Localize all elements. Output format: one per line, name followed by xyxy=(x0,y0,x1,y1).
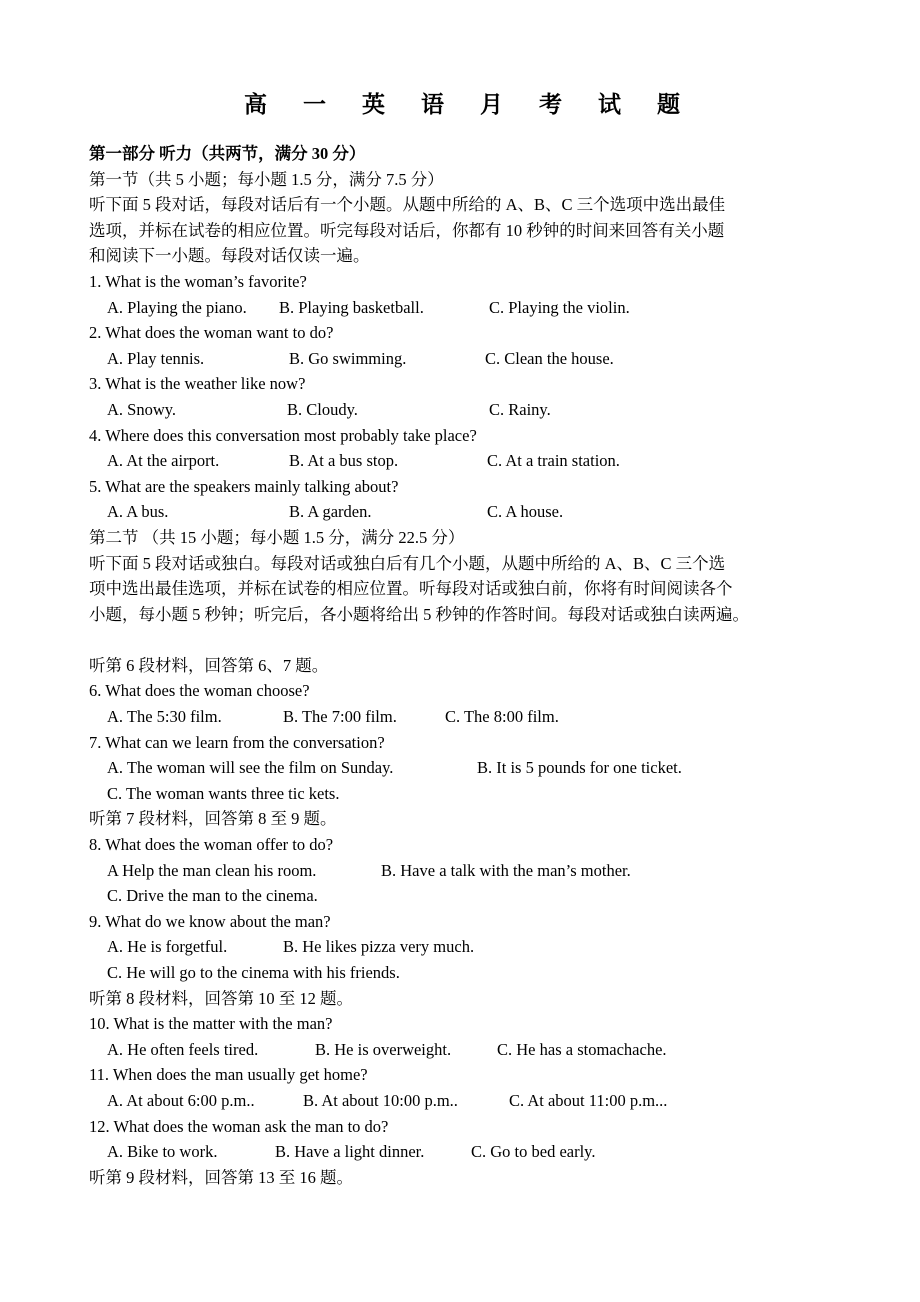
option-c: C. Drive the man to the cinema. xyxy=(107,886,318,906)
question-stem: 2. What does the woman want to do? xyxy=(89,323,334,343)
option-c: C. The woman wants three tic kets. xyxy=(107,783,340,803)
question-stem: 3. What is the weather like now? xyxy=(89,374,306,394)
question-options xyxy=(89,346,849,372)
material-6-heading: 听第 6 段材料，回答第 6、7 题。 xyxy=(89,655,329,675)
exam-body xyxy=(89,141,849,1190)
option-a: A. Playing the piano. xyxy=(107,297,247,317)
section1-instruction-line: 选项，并标在试卷的相应位置。听完每段对话后，你都有 10 秒钟的时间来回答有关小题 xyxy=(89,220,725,240)
question-stem: 1. What is the woman’s favorite? xyxy=(89,271,307,291)
option-b: B. A garden. xyxy=(289,502,372,522)
option-c: C. At about 11:00 p.m... xyxy=(509,1090,668,1110)
question-stem: 10. What is the matter with the man? xyxy=(89,1014,333,1034)
option-c: C. At a train station. xyxy=(487,451,620,471)
option-c: C. Rainy. xyxy=(489,399,551,419)
section2-instruction-line: 听下面 5 段对话或独白。每段对话或独白后有几个小题，从题中所给的 A、B、C 三个选 xyxy=(89,553,726,573)
option-a: A. He often feels tired. xyxy=(107,1039,259,1059)
question-stem: 5. What are the speakers mainly talking about? xyxy=(89,476,399,496)
option-b: B. At a bus stop. xyxy=(289,451,399,471)
option-a: A. A bus. xyxy=(107,502,169,522)
section1-instruction-line: 和阅读下一小题。每段对话仅读一遍。 xyxy=(89,246,370,266)
option-c: C. Playing the violin. xyxy=(489,297,630,317)
section1-instruction-line: 听下面 5 段对话，每段对话后有一个小题。从题中所给的 A、B、C 三个选项中选出最佳 xyxy=(89,195,726,215)
option-c: C. He will go to the cinema with his friends. xyxy=(107,963,400,982)
question-options xyxy=(89,448,849,474)
section2-instruction-line: 项中选出最佳选项，并标在试卷的相应位置。听每段对话或独白前，你将有时间阅读各个 xyxy=(89,579,733,599)
option-a: A. The woman will see the film on Sunday. xyxy=(107,758,394,778)
question-options xyxy=(89,934,849,960)
spacer xyxy=(89,627,849,653)
exam-title: 高 一 英 语 月 考 试 题 xyxy=(243,91,695,118)
section2-instruction-line: 小题，每小题 5 秒钟；听完后，各小题将给出 5 秒钟的作答时间。每段对话或独白读两遍。 xyxy=(89,604,749,624)
option-a: A Help the man clean his room. xyxy=(107,860,317,880)
option-b: B. The 7:00 film. xyxy=(283,707,397,727)
option-a: A. Play tennis. xyxy=(107,348,205,368)
option-a: A. He is forgetful. xyxy=(107,937,228,957)
option-a: A. Snowy. xyxy=(107,399,177,419)
option-c: C. A house. xyxy=(487,502,564,522)
option-a: A. At the airport. xyxy=(107,451,220,471)
option-c: C. Go to bed early. xyxy=(471,1142,596,1162)
option-b: B. Playing basketball. xyxy=(279,297,424,317)
question-options xyxy=(89,960,849,986)
option-a: A. At about 6:00 p.m.. xyxy=(107,1090,255,1110)
option-b: B. At about 10:00 p.m.. xyxy=(303,1090,458,1110)
question-options xyxy=(89,781,849,807)
question-options xyxy=(89,1088,849,1114)
option-b: B. Have a talk with the man’s mother. xyxy=(381,860,631,880)
section2-heading: 第二节 （共 15 小题；每小题 1.5 分，满分 22.5 分） xyxy=(89,527,465,547)
question-options xyxy=(89,883,849,909)
option-a: A. The 5:30 film. xyxy=(107,707,222,727)
question-options xyxy=(89,1139,849,1165)
option-c: C. Clean the house. xyxy=(485,348,614,368)
option-c: C. The 8:00 film. xyxy=(445,707,559,727)
material-8-heading: 听第 8 段材料，回答第 10 至 12 题。 xyxy=(89,988,353,1008)
question-options xyxy=(89,295,849,321)
question-stem: 8. What does the woman offer to do? xyxy=(89,835,334,855)
question-options xyxy=(89,858,849,884)
section1-heading: 第一节（共 5 小题；每小题 1.5 分，满分 7.5 分） xyxy=(89,169,444,189)
question-stem: 7. What can we learn from the conversation? xyxy=(89,732,385,752)
question-stem: 12. What does the woman ask the man to do? xyxy=(89,1116,389,1136)
option-b: B. Go swimming. xyxy=(289,348,407,368)
option-c: C. He has a stomachache. xyxy=(497,1039,667,1059)
question-options xyxy=(89,755,849,781)
question-options xyxy=(89,499,849,525)
question-options xyxy=(89,397,849,423)
part1-heading: 第一部分 听力（共两节，满分 30 分） xyxy=(89,144,366,163)
option-a: A. Bike to work. xyxy=(107,1142,218,1162)
question-stem: 11. When does the man usually get home? xyxy=(89,1065,368,1085)
question-stem: 6. What does the woman choose? xyxy=(89,681,310,701)
option-b: B. He is overweight. xyxy=(315,1039,452,1059)
option-b: B. He likes pizza very much. xyxy=(283,937,475,957)
question-stem: 4. Where does this conversation most probably take place? xyxy=(89,425,477,445)
option-b: B. Cloudy. xyxy=(287,399,358,419)
option-b: B. Have a light dinner. xyxy=(275,1142,425,1162)
option-b: B. It is 5 pounds for one ticket. xyxy=(477,758,682,778)
material-9-heading: 听第 9 段材料，回答第 13 至 16 题。 xyxy=(89,1167,353,1187)
question-stem: 9. What do we know about the man? xyxy=(89,911,331,931)
question-options xyxy=(89,1037,849,1063)
material-7-heading: 听第 7 段材料，回答第 8 至 9 题。 xyxy=(89,809,337,829)
question-options xyxy=(89,704,849,730)
